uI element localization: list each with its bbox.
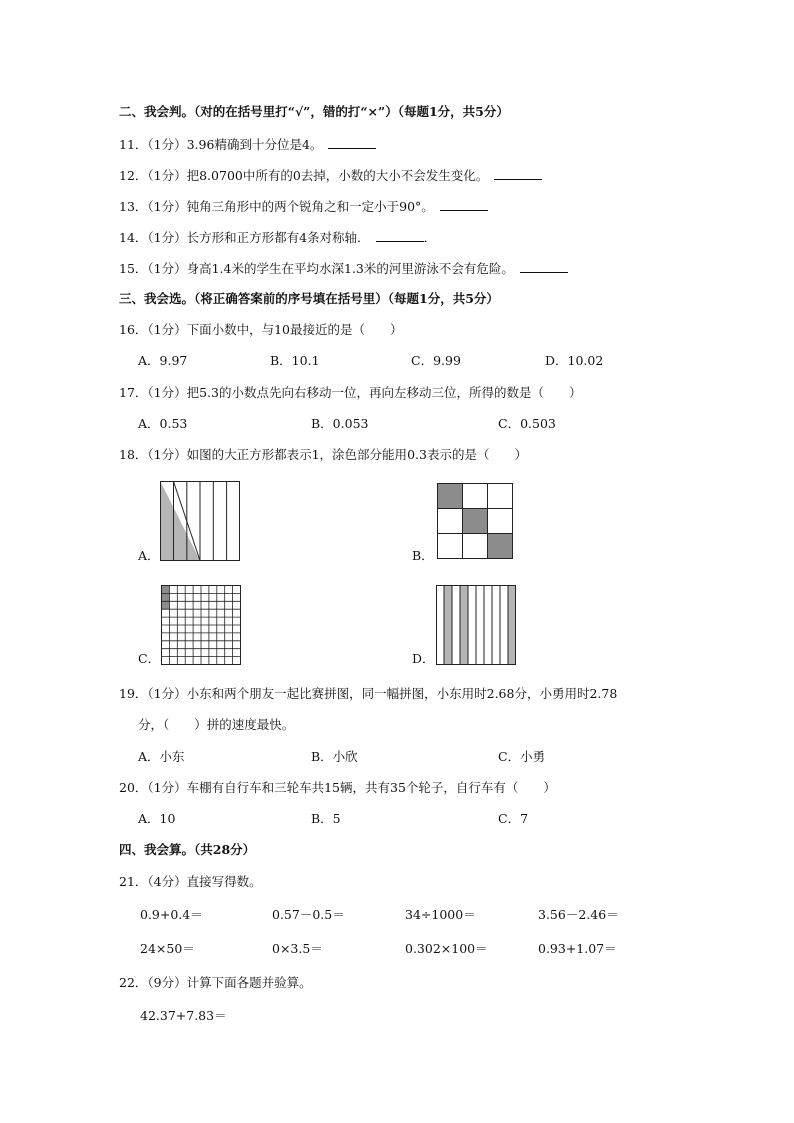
calc-item-6: 0×3.5＝ <box>272 941 323 956</box>
answer-blank-12[interactable] <box>494 167 542 180</box>
question-14-text: 14．（1分）长方形和正方形都有4条对称轴． <box>119 230 370 245</box>
figure-b-label[interactable]: B． <box>412 548 434 563</box>
figure-a-strips[interactable] <box>160 481 240 561</box>
option-16-c[interactable]: C．9.99 <box>411 353 461 368</box>
answer-blank-11[interactable] <box>328 136 376 149</box>
calc-item-9: 42.37+7.83＝ <box>140 1008 227 1023</box>
figure-b-shaded-cell <box>438 484 463 509</box>
question-14-end: ． <box>423 230 437 245</box>
option-17-b[interactable]: B．0.053 <box>311 416 369 431</box>
question-15 <box>119 260 568 277</box>
calc-item-7: 0.302×100＝ <box>405 941 488 956</box>
question-22: 22．（9分）计算下面各题并验算。 <box>119 975 312 990</box>
figure-c-label[interactable]: C． <box>138 651 161 666</box>
figure-d-dividers <box>444 585 508 665</box>
question-14 <box>119 229 436 246</box>
figure-d-shaded-strip <box>460 586 468 665</box>
section-2-heading: 二、我会判。（对的在括号里打“√”，错的打“×”）（每题1分，共5分） <box>119 104 509 119</box>
figure-a-label[interactable]: A． <box>138 548 160 563</box>
question-17: 17．（1分）把5.3的小数点先向右移动一位，再向左移动三位，所得的数是（ ） <box>119 385 582 400</box>
figure-d-shaded-strip <box>508 586 516 665</box>
question-12-text: 12．（1分）把8.0700中所有的0去掉，小数的大小不会发生变化。 <box>119 168 489 183</box>
option-19-a[interactable]: A．小东 <box>138 749 185 764</box>
calc-item-5: 24×50＝ <box>140 941 195 956</box>
figure-c-gridlines <box>161 585 241 665</box>
figure-d-shaded-strip <box>444 586 452 665</box>
option-17-c[interactable]: C．0.503 <box>498 416 556 431</box>
option-16-b[interactable]: B．10.1 <box>270 353 320 368</box>
question-11-text: 11．（1分）3.96精确到十分位是4。 <box>119 137 323 152</box>
question-13 <box>119 198 488 215</box>
calc-item-1: 0.9+0.4＝ <box>140 907 203 922</box>
answer-blank-13[interactable] <box>440 198 488 211</box>
figure-d-strips[interactable] <box>436 585 516 665</box>
option-19-b[interactable]: B．小欣 <box>311 749 358 764</box>
question-20: 20．（1分）车棚有自行车和三轮车共15辆，共有35个轮子，自行车有（ ） <box>119 780 556 795</box>
option-16-a[interactable]: A．9.97 <box>138 353 188 368</box>
question-19-line-2: 分，（ ）拼的速度最快。 <box>138 717 295 732</box>
question-11 <box>119 136 376 153</box>
answer-blank-15[interactable] <box>520 260 568 273</box>
question-21: 21．（4分）直接写得数。 <box>119 874 262 889</box>
question-16: 16．（1分）下面小数中，与10最接近的是（ ） <box>119 322 403 337</box>
section-3-heading: 三、我会选。（将正确答案前的序号填在括号里）（每题1分，共5分） <box>119 291 499 306</box>
figure-d-label[interactable]: D． <box>412 651 435 666</box>
question-19-line-1: 19．（1分）小东和两个朋友一起比赛拼图，同一幅拼图，小东用时2.68分，小勇用时2.78 <box>119 686 618 701</box>
calc-item-8: 0.93+1.07＝ <box>538 941 617 956</box>
figure-b-shaded-cell <box>488 534 513 559</box>
figure-c-shaded-cells <box>162 586 170 610</box>
section-4-heading: 四、我会算。（共28分） <box>119 842 256 857</box>
option-19-c[interactable]: C．小勇 <box>498 749 546 764</box>
figure-a-shaded-triangle <box>161 482 201 561</box>
option-20-c[interactable]: C．7 <box>498 811 529 826</box>
option-20-b[interactable]: B．5 <box>311 811 341 826</box>
calc-item-4: 3.56－2.46＝ <box>538 907 619 922</box>
calc-item-3: 34÷1000＝ <box>405 907 476 922</box>
figure-b-shaded-cell <box>463 509 488 534</box>
question-15-text: 15．（1分）身高1.4米的学生在平均水深1.3米的河里游泳不会有危险。 <box>119 261 514 276</box>
answer-blank-14[interactable] <box>376 229 424 242</box>
option-20-a[interactable]: A．10 <box>138 811 176 826</box>
question-13-text: 13．（1分）钝角三角形中的两个锐角之和一定小于90°。 <box>119 199 434 214</box>
figure-c-10x10-grid[interactable] <box>161 585 241 665</box>
figure-b-3x3-grid[interactable] <box>437 483 513 559</box>
question-18: 18．（1分）如图的大正方形都表示1，涂色部分能用0.3表示的是（ ） <box>119 447 527 462</box>
calc-item-2: 0.57－0.5＝ <box>272 907 345 922</box>
option-16-d[interactable]: D．10.02 <box>545 353 604 368</box>
question-12 <box>119 167 542 184</box>
option-17-a[interactable]: A．0.53 <box>138 416 188 431</box>
